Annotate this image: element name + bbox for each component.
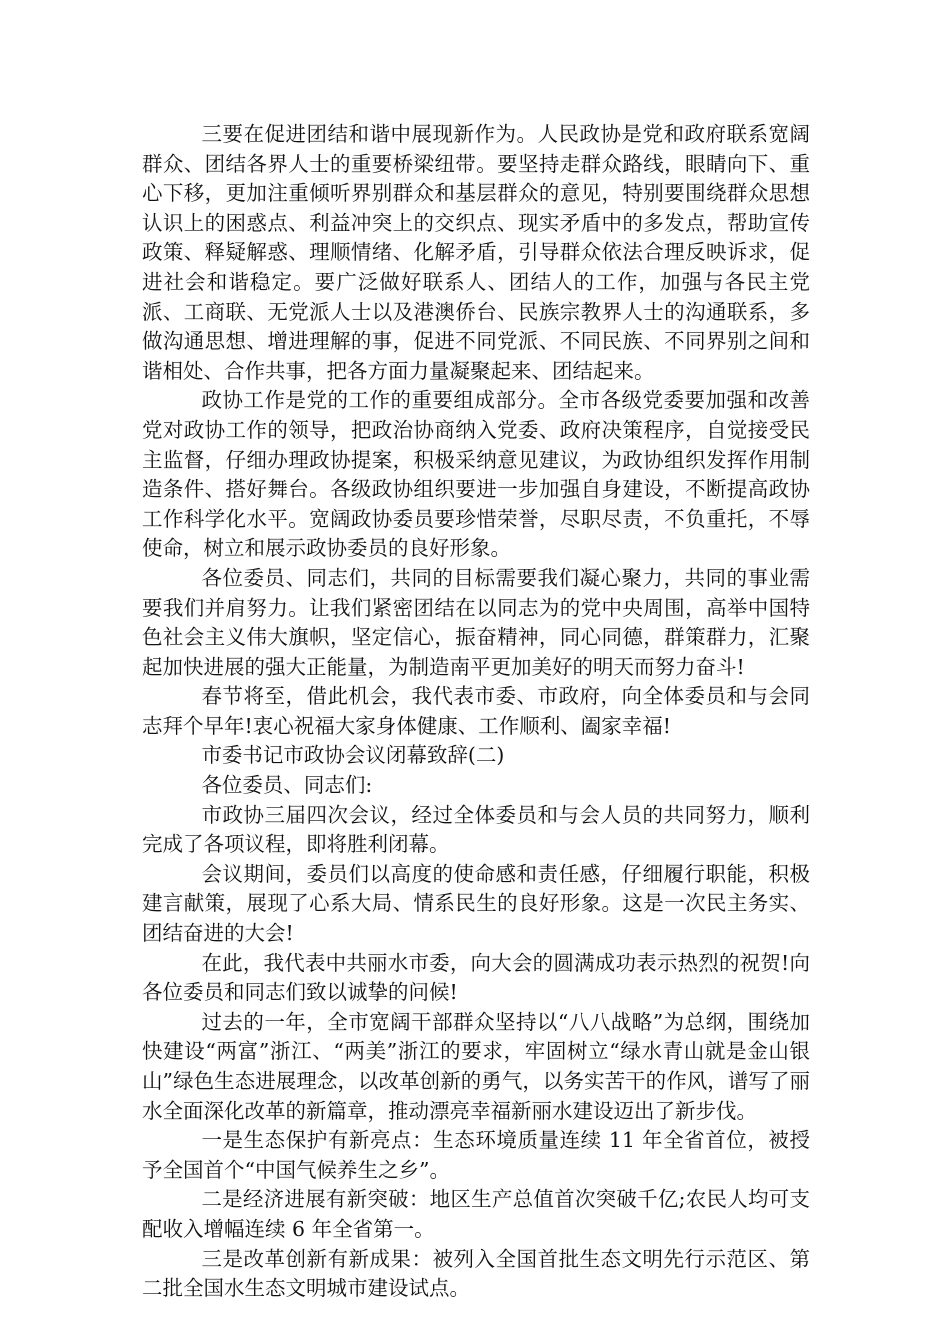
paragraph-past-year: 过去的一年，全市宽阔干部群众坚持以“八八战略”为总纲，围绕加快建设“两富”浙江、“两美”浙江的要求，牢固树立“绿水青山就是金山银山”绿色生态进展理念，以改革创新的勇气，以务实苦干的作风，谱写了丽水全面深化改革的新篇章，推动漂亮幸福新丽水建设迈出了新步伐。 bbox=[142, 1009, 810, 1123]
paragraph-meeting-period: 会议期间，委员们以高度的使命感和责任感，仔细履行职能，积极建言献策，展现了心系大局、情系民生的良好形象。这是一次民主务实、团结奋进的大会! bbox=[142, 861, 810, 946]
paragraph-common-goal: 各位委员、同志们，共同的目标需要我们凝心聚力，共同的事业需要我们并肩努力。让我们紧密团结在以同志为的党中央周围，高举中国特色社会主义伟大旗帜，坚定信心，振奋精神，同心同德，群策群力，汇聚起加快进展的强大正能量，为制造南平更加美好的明天而努力奋斗! bbox=[142, 565, 810, 679]
paragraph-point-reform: 三是改革创新有新成果：被列入全国首批生态文明先行示范区、第二批全国水生态文明城市建设试点。 bbox=[142, 1246, 810, 1301]
paragraph-point-ecology: 一是生态保护有新亮点：生态环境质量连续 11 年全省首位，被授予全国首个“中国气候养生之乡”。 bbox=[142, 1128, 810, 1182]
paragraph-point-economy: 二是经济进展有新突破：地区生产总值首次突破千亿;农民人均可支配收入增幅连续 6 年全省第一。 bbox=[142, 1187, 810, 1241]
paragraph-meeting-closing: 市政协三届四次会议，经过全体委员和与会人员的共同努力，顺利完成了各项议程，即将胜利闭幕。 bbox=[142, 802, 810, 857]
paragraph-congratulations: 在此，我代表中共丽水市委，向大会的圆满成功表示热烈的祝贺!向各位委员和同志们致以诚挚的问候! bbox=[142, 950, 810, 1005]
paragraph-unity-harmony: 三要在促进团结和谐中展现新作为。人民政协是党和政府联系宽阔群众、团结各界人士的重要桥梁纽带。要坚持走群众路线，眼睛向下、重心下移，更加注重倾听界别群众和基层群众的意见，特别要围绕群众思想认识上的困惑点、利益冲突上的交织点、现实矛盾中的多发点，帮助宣传政策、释疑解惑、理顺情绪、化解矛盾，引导群众依法合理反映诉求，促进社会和谐稳定。要广泛做好联系人、团结人的工作，加强与各民主党派、工商联、无党派人士以及港澳侨台、民族宗教界人士的沟通联系，多做沟通思想、增进理解的事，促进不同党派、不同民族、不同界别之间和谐相处、合作共事，把各方面力量凝聚起来、团结起来。 bbox=[142, 122, 810, 383]
paragraph-spring-festival: 春节将至，借此机会，我代表市委、市政府，向全体委员和与会同志拜个早年!衷心祝福大家身体健康、工作顺利、阖家幸福! bbox=[142, 684, 810, 738]
section-title: 市委书记市政协会议闭幕致辞(二) bbox=[201, 743, 505, 768]
document-page bbox=[142, 120, 810, 1304]
salutation: 各位委员、同志们: bbox=[201, 773, 373, 798]
paragraph-party-leadership: 政协工作是党的工作的重要组成部分。全市各级党委要加强和改善党对政协工作的领导，把政治协商纳入党委、政府决策程序，自觉接受民主监督，仔细办理政协提案，积极采纳意见建议，为政协组织发挥作用制造条件、搭好舞台。各级政协组织要进一步加强自身建设，不断提高政协工作科学化水平。宽阔政协委员要珍惜荣誉，尽职尽责，不负重托，不辱使命，树立和展示政协委员的良好形象。 bbox=[142, 388, 810, 561]
